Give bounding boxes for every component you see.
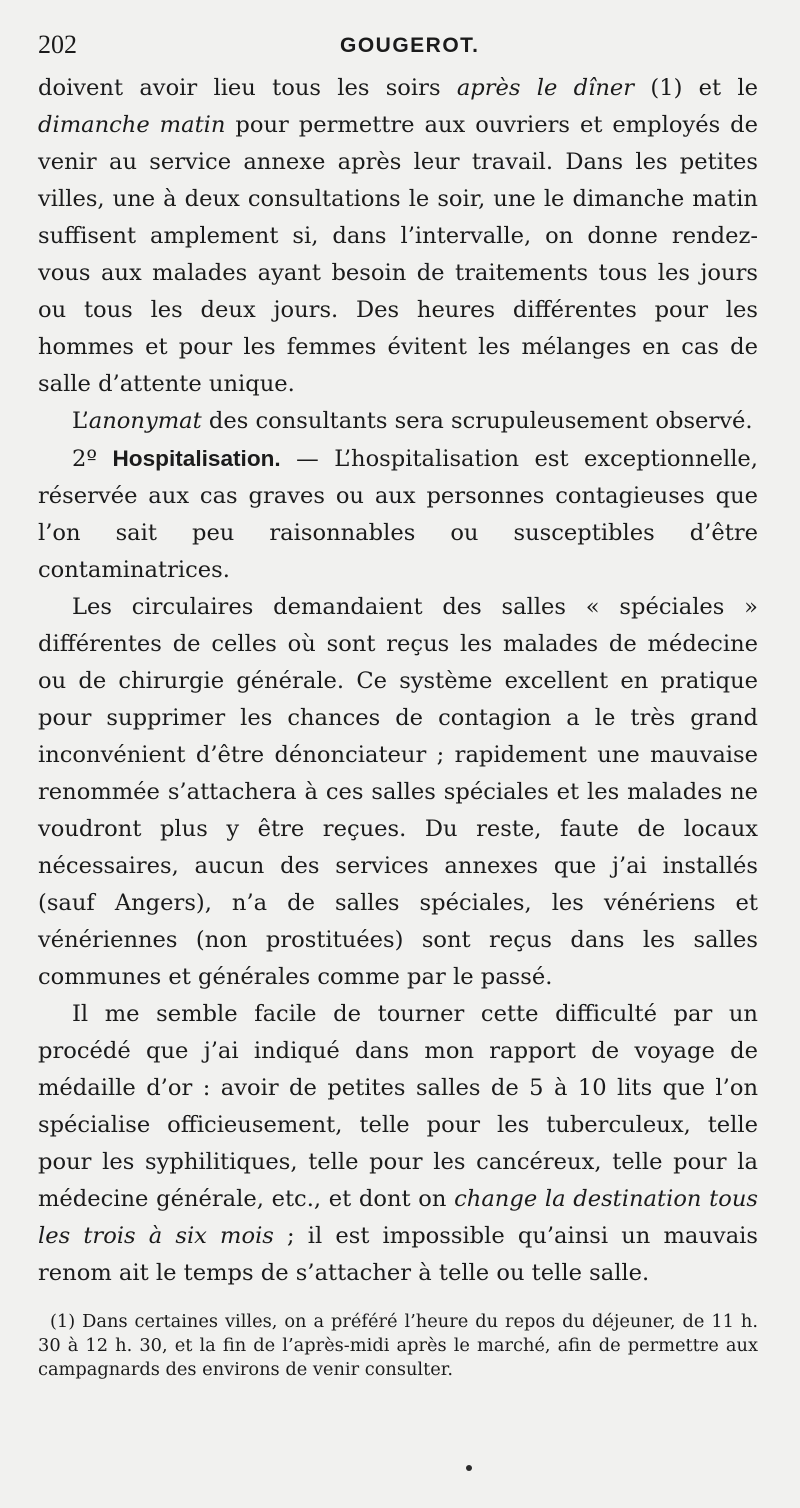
text-run: doivent avoir lieu tous les soirs bbox=[38, 75, 457, 101]
page-number: 202 bbox=[38, 30, 77, 59]
text-run: L’ bbox=[72, 408, 89, 434]
italic-run: change la destination tous les trois à six mois bbox=[38, 1186, 758, 1249]
running-head: GOUGEROT. bbox=[340, 34, 480, 57]
paragraph-hospitalisation bbox=[38, 440, 758, 589]
text-run: (1) et le bbox=[634, 75, 759, 101]
paragraph-anonymity bbox=[38, 403, 758, 440]
italic-run: après le dîner bbox=[456, 75, 635, 101]
section-heading: Hospitalisation. bbox=[112, 446, 281, 471]
italic-run: anonymat bbox=[88, 408, 202, 434]
section-number: 2º bbox=[72, 446, 113, 472]
footnote-text: (1) Dans certaines villes, on a préféré l’heure du repos du déjeuner, de 11 h. 30 à 12 h. 30, et la fin de l’après-midi après le marché, afin de permettre aux campagnards des environs de venir consulter. bbox=[38, 1311, 758, 1380]
text-run: ; il est impossible qu’ainsi un mauvais renom ait le temps de s’attacher à telle ou telle salle. bbox=[38, 1223, 758, 1286]
paragraph-procedure bbox=[38, 996, 758, 1292]
ink-speck bbox=[466, 1465, 472, 1471]
text-run: — L’hospitalisation est exceptionnelle, réservée aux cas graves ou aux personnes contagieuses que l’on sait peu raisonnables ou susceptibles d’être contaminatrices. bbox=[38, 446, 758, 583]
footnote bbox=[38, 1310, 758, 1382]
body-text bbox=[38, 70, 758, 1292]
italic-run: dimanche matin bbox=[38, 112, 226, 138]
text-run: des consultants sera scrupuleusement observé. bbox=[201, 408, 753, 434]
paragraph-special-rooms bbox=[38, 589, 758, 996]
page-header bbox=[38, 30, 758, 66]
text-run: pour permettre aux ouvriers et employés de venir au service annexe après leur travail. Dans les petites villes, une à deux consultations le soir, une le dimanche matin suffisent amplement si, dans l’intervalle, on donne rendez-vous aux malades ayant besoin de traitements tous les jours ou tous les deux jours. Des heures différentes pour les hommes et pour les femmes évitent les mélanges en cas de salle d’attente unique. bbox=[38, 112, 758, 397]
text-run: Il me semble facile de tourner cette difficulté par un procédé que j’ai indiqué dans mon rapport de voyage de médaille d’or : avoir de petites salles de 5 à 10 lits que l’on spécialise officieusement, telle pour les tuberculeux, telle pour les syphilitiques, telle pour les cancéreux, telle pour la médecine générale, etc., et dont on bbox=[38, 1001, 758, 1212]
text-run: Les circulaires demandaient des salles « spéciales » différentes de celles où sont reçus les malades de médecine ou de chirurgie générale. Ce système excellent en pratique pour supprimer les chances de contagion a le très grand inconvénient d’être dénonciateur ; rapidement une mauvaise renommée s’attachera à ces salles spéciales et les malades ne voudront plus y être reçues. Du reste, faute de locaux nécessaires, aucun des services annexes que j’ai installés (sauf Angers), n’a de salles spéciales, les vénériens et vénériennes (non prostituées) sont reçus dans les salles communes et générales comme par le passé. bbox=[38, 594, 758, 990]
paragraph-consultation-hours bbox=[38, 70, 758, 403]
